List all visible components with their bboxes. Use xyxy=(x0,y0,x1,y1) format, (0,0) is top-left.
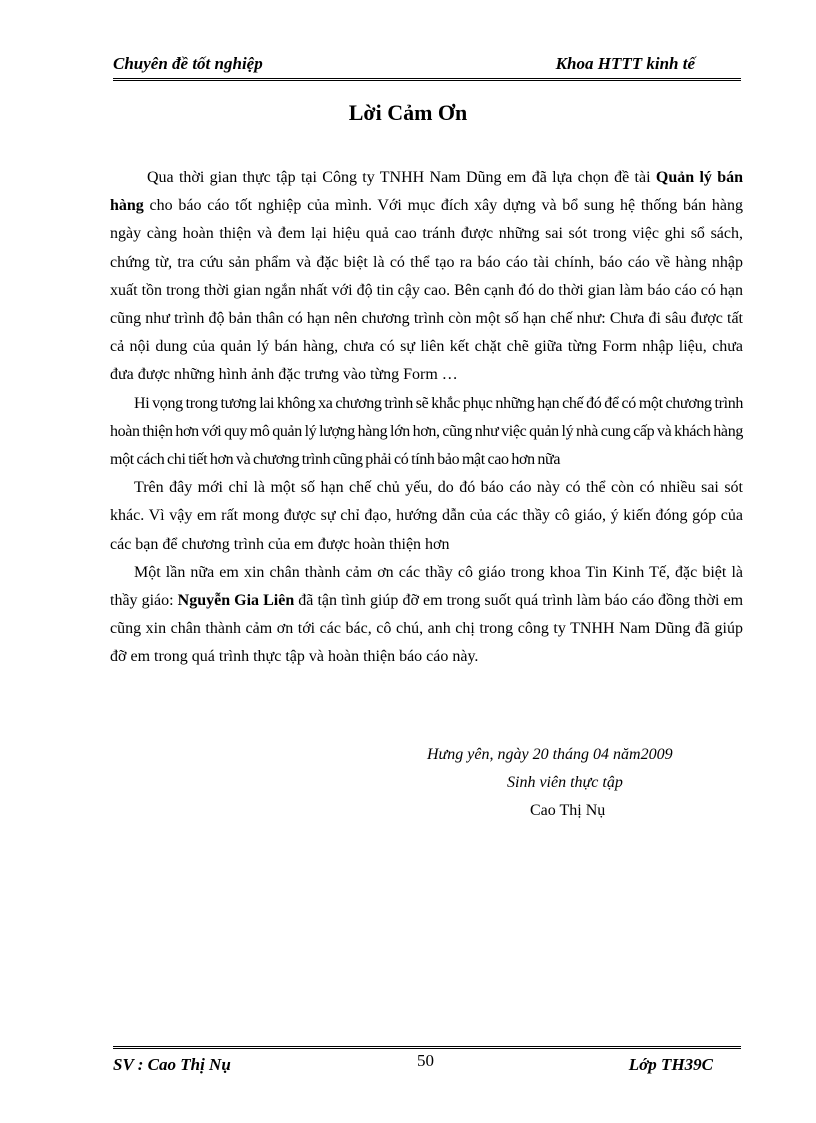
letter-body xyxy=(110,164,743,672)
paragraph-4-text-b: đã tận tình giúp đỡ em trong suốt quá trình làm báo cáo đồng thời em cũng xin chân thành cảm ơn tới các bác, cô chú, anh chị trong công ty TNHH Nam Dũng đã giúp đỡ em trong quá trình thực tập và hoàn thiện báo cáo này. xyxy=(110,592,744,666)
paragraph-2: Hi vọng trong tương lai không xa chương trình sẽ khắc phục những hạn chế đó để có một chương trình hoàn thiện hơn với quy mô quản lý lượng hàng lớn hơn, cũng như việc quản lý nhà cung cấp và khách hàng một cách chi tiết hơn và chương trình cũng phải có tính bảo mật cao hơn nữa xyxy=(110,394,743,469)
header-left-text: Chuyên đề tốt nghiệp xyxy=(113,54,263,73)
paragraph-4-text-a: Một lần nữa em xin chân thành cảm ơn các thầy cô giáo trong khoa Tin Kinh Tế, đặc biệt là thầy giáo: xyxy=(110,563,743,610)
paragraph-4 xyxy=(110,559,743,672)
page-title: Lời Cảm Ơn xyxy=(348,100,468,125)
page-number: 50 xyxy=(417,1051,434,1070)
paragraph-1 xyxy=(110,164,743,390)
header-right-text: Khoa HTTT kinh tế xyxy=(555,54,695,73)
signature-name: Cao Thị Nụ xyxy=(530,802,606,819)
footer-class: Lớp TH39C xyxy=(628,1055,713,1074)
paragraph-3: Trên đây mới chỉ là một số hạn chế chủ yếu, do đó báo cáo này có thể còn có nhiều sai sót khác. Vì vậy em rất mong được sự chỉ đạo, hướng dẫn của các thầy cô giáo, ý kiến đóng góp của các bạn để chương trình của em được hoàn thiện hơn xyxy=(110,479,743,553)
topic-name: Quản lý bán hàng xyxy=(110,169,744,215)
paragraph-1-text-a: Qua thời gian thực tập tại Công ty TNHH Nam Dũng em đã lựa chọn đề tài xyxy=(147,169,656,186)
advisor-name: Nguyễn Gia Liên xyxy=(177,592,295,610)
footer-student: SV : Cao Thị Nụ xyxy=(113,1055,231,1074)
signature-role: Sinh viên thực tập xyxy=(507,774,623,791)
page-footer xyxy=(113,1046,741,1077)
signature-place-date: Hưng yên, ngày 20 tháng 04 năm2009 xyxy=(427,746,673,763)
paragraph-1-text-b: cho báo cáo tốt nghiệp của mình. Với mục đích xây dựng và bổ sung hệ thống bán hàng ngày càng hoàn thiện và đem lại hiệu quả cao tránh được những sai sót trong việc ghi sổ sách, chứng từ, tra cứu sản phẩm và đặc biệt là có thể tạo ra báo cáo tài chính, báo cáo về hàng nhập xuất tồn trong thời gian ngắn nhất với độ tin cậy cao. Bên cạnh đó do thời gian làm báo cáo có hạn cũng như trình độ bản thân có hạn nên chương trình còn một số hạn chế như: Chưa đi sâu được tất cả nội dung của quản lý bán hàng, chưa có sự liên kết chặt chẽ giữa từng Form nhập liệu, chưa đưa được những hình ảnh đặc trưng vào từng Form … xyxy=(110,197,743,384)
page-header xyxy=(113,50,741,81)
